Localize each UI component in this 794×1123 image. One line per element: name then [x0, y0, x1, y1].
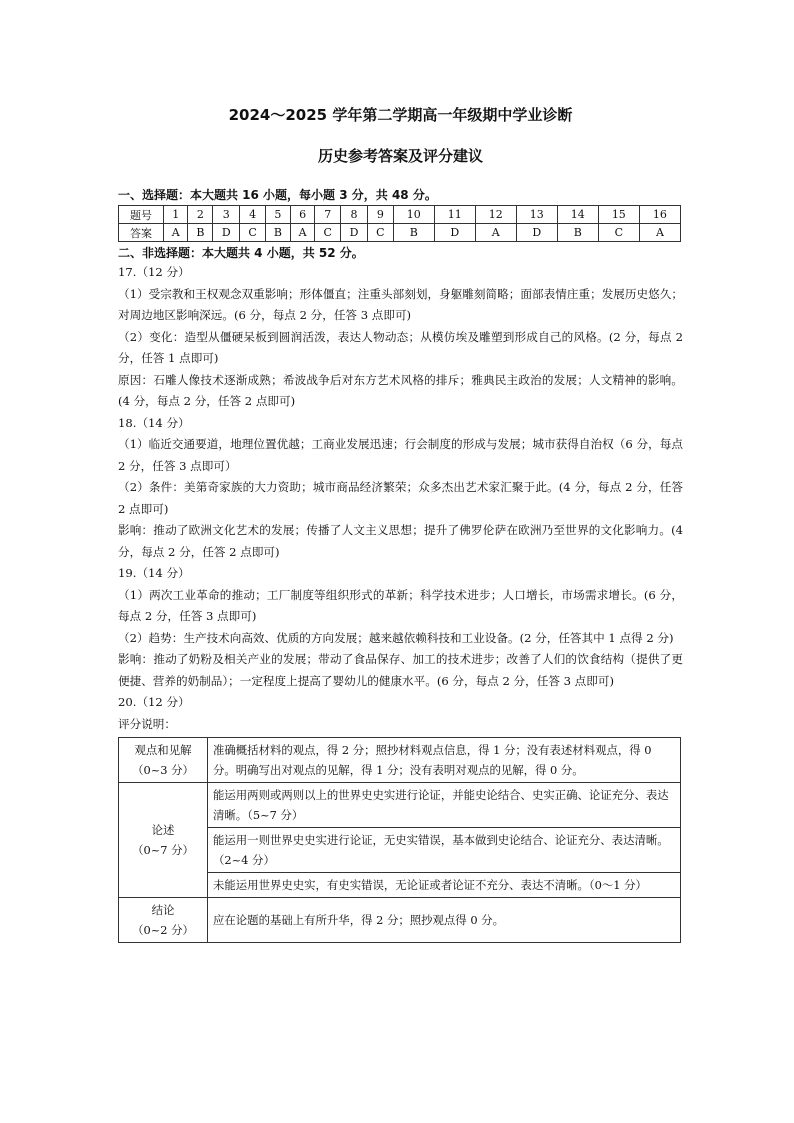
answer-cell: B [557, 224, 598, 242]
answer-cell: B [265, 224, 290, 242]
question-number-cell: 5 [265, 206, 290, 224]
question-number-cell: 6 [290, 206, 314, 224]
answer-cell: C [598, 224, 639, 242]
answer-cell: D [341, 224, 368, 242]
question-header: 18.（14 分） [118, 415, 190, 430]
scoring-rubric-table [118, 737, 681, 943]
answer-cell: B [188, 224, 213, 242]
question-number-cell: 1 [164, 206, 188, 224]
question-number-cell: 13 [516, 206, 557, 224]
section-heading-essay: 二、非选择题：本大题共 4 小题，共 52 分。 [118, 246, 364, 260]
question-header: 17.（12 分） [118, 265, 190, 279]
rubric-row [119, 898, 681, 943]
question-number-cell: 12 [475, 206, 516, 224]
answer-paragraph: 影响：推动了欧洲文化艺术的发展；传播了人文主义思想；提升了佛罗伦萨在欧洲乃至世界的文化影响力。(4 分，每点 2 分，任答 2 点即可) [118, 523, 683, 559]
answer-cell: A [639, 224, 680, 242]
rubric-criterion-range: （0~2 分） [132, 923, 194, 937]
rubric-row [119, 738, 681, 783]
answer-paragraph: （1）临近交通要道，地理位置优越；工商业发展迅速；行会制度的形成与发展；城市获得自治权（6 分，每点 2 分，任答 3 点即可） [118, 437, 683, 473]
question-number-cell: 10 [393, 206, 434, 224]
section-heading-choice: 一、选择题：本大题共 16 小题，每小题 3 分，共 48 分。 [118, 188, 437, 202]
answer-cell: D [213, 224, 240, 242]
question-number-cell: 14 [557, 206, 598, 224]
rubric-caption: 评分说明： [118, 716, 176, 731]
answer-table-answer-label: 答案 [119, 224, 164, 242]
question-number-cell: 4 [240, 206, 266, 224]
answer-table-number-label: 题号 [119, 206, 164, 224]
rubric-description: 应在论题的基础上有所升华，得 2 分；照抄观点得 0 分。 [208, 898, 681, 943]
answer-cell: D [516, 224, 557, 242]
rubric-description: 未能运用世界史史实，有史实错误，无论证或者论证不充分、表达不清晰。（0～1 分） [208, 873, 681, 898]
question-number-cell: 16 [639, 206, 680, 224]
question-number-cell: 7 [315, 206, 341, 224]
question-number-cell: 2 [188, 206, 213, 224]
rubric-criterion-cell [119, 898, 208, 943]
answer-paragraph: （1）两次工业革命的推动；工厂制度等组织形式的革新；科学技术进步；人口增长，市场需求增长。(6 分，每点 2 分，任答 3 点即可) [118, 587, 683, 623]
answer-cell: C [367, 224, 393, 242]
question-number-cell: 11 [434, 206, 475, 224]
answer-cell: A [164, 224, 188, 242]
rubric-row [119, 783, 681, 828]
question-header: 19.（14 分） [118, 566, 190, 580]
document-title: 2024～2025 学年第二学期高一年级期中学业诊断 [228, 106, 573, 124]
answer-lines [118, 262, 683, 735]
question-number-cell: 3 [213, 206, 240, 224]
question-header: 20.（12 分） [118, 695, 190, 709]
rubric-criterion-label: 论述 [151, 823, 175, 837]
answer-cell: C [315, 224, 341, 242]
rubric-criterion-range: （0~3 分） [132, 763, 194, 777]
rubric-criterion-label: 结论 [151, 903, 175, 917]
answer-paragraph: 影响：推动了奶粉及相关产业的发展；带动了食品保存、加工的技术进步；改善了人们的饮食结构（提供了更便捷、营养的奶制品）；一定程度上提高了婴幼儿的健康水平。(6 分，每点 2 分，任答 3 点即可) [118, 652, 683, 688]
answer-table-number-row [119, 206, 681, 224]
answer-paragraph: （1）受宗教和王权观念双重影响；形体僵直；注重头部刻划，身躯雕刻简略；面部表情庄重；发展历史悠久；对周边地区影响深远。(6 分，每点 2 分，任答 3 点即可) [118, 286, 683, 322]
question-number-cell: 15 [598, 206, 639, 224]
answer-table [118, 205, 681, 242]
answer-cell: A [475, 224, 516, 242]
question-number-cell: 9 [367, 206, 393, 224]
rubric-criterion-label: 观点和见解 [134, 743, 192, 757]
rubric-description: 能运用一则世界史史实进行论证，无史实错误，基本做到史论结合、论证充分、表达清晰。（2~4 分） [208, 828, 681, 873]
answer-paragraph: （2）趋势：生产技术向高效、优质的方向发展；越来越依赖科技和工业设备。(2 分，任答其中 1 点得 2 分) [118, 630, 674, 645]
question-number-cell: 8 [341, 206, 368, 224]
answer-paragraph: 原因：石雕人像技术逐渐成熟；希波战争后对东方艺术风格的排斥；雅典民主政治的发展；人文精神的影响。(4 分，每点 2 分，任答 2 点即可) [118, 372, 683, 408]
rubric-criterion-cell [119, 738, 208, 783]
rubric-criterion-cell [119, 783, 208, 898]
rubric-description: 准确概括材料的观点，得 2 分；照抄材料观点信息，得 1 分；没有表述材料观点，得 0 分。明确写出对观点的见解，得 1 分；没有表明对观点的见解，得 0 分。 [208, 738, 681, 783]
answer-cell: A [290, 224, 314, 242]
answer-paragraph: （2）变化：造型从僵硬呆板到圆润活泼，表达人物动态；从模仿埃及雕塑到形成自己的风格。(2 分，每点 2 分，任答 1 点即可) [118, 329, 683, 365]
answer-cell: D [434, 224, 475, 242]
rubric-description: 能运用两则或两则以上的世界史史实进行论证，并能史论结合、史实正确、论证充分、表达清晰。（5~7 分） [208, 783, 681, 828]
answer-cell: C [240, 224, 266, 242]
answer-paragraph: （2）条件：美第奇家族的大力资助；城市商品经济繁荣；众多杰出艺术家汇聚于此。(4 分，每点 2 分，任答 2 点即可) [118, 480, 683, 516]
rubric-criterion-range: （0~7 分） [132, 843, 194, 857]
answer-cell: B [393, 224, 434, 242]
document-page [118, 104, 683, 943]
document-subtitle: 历史参考答案及评分建议 [317, 147, 483, 165]
answer-table-answer-row [119, 224, 681, 242]
